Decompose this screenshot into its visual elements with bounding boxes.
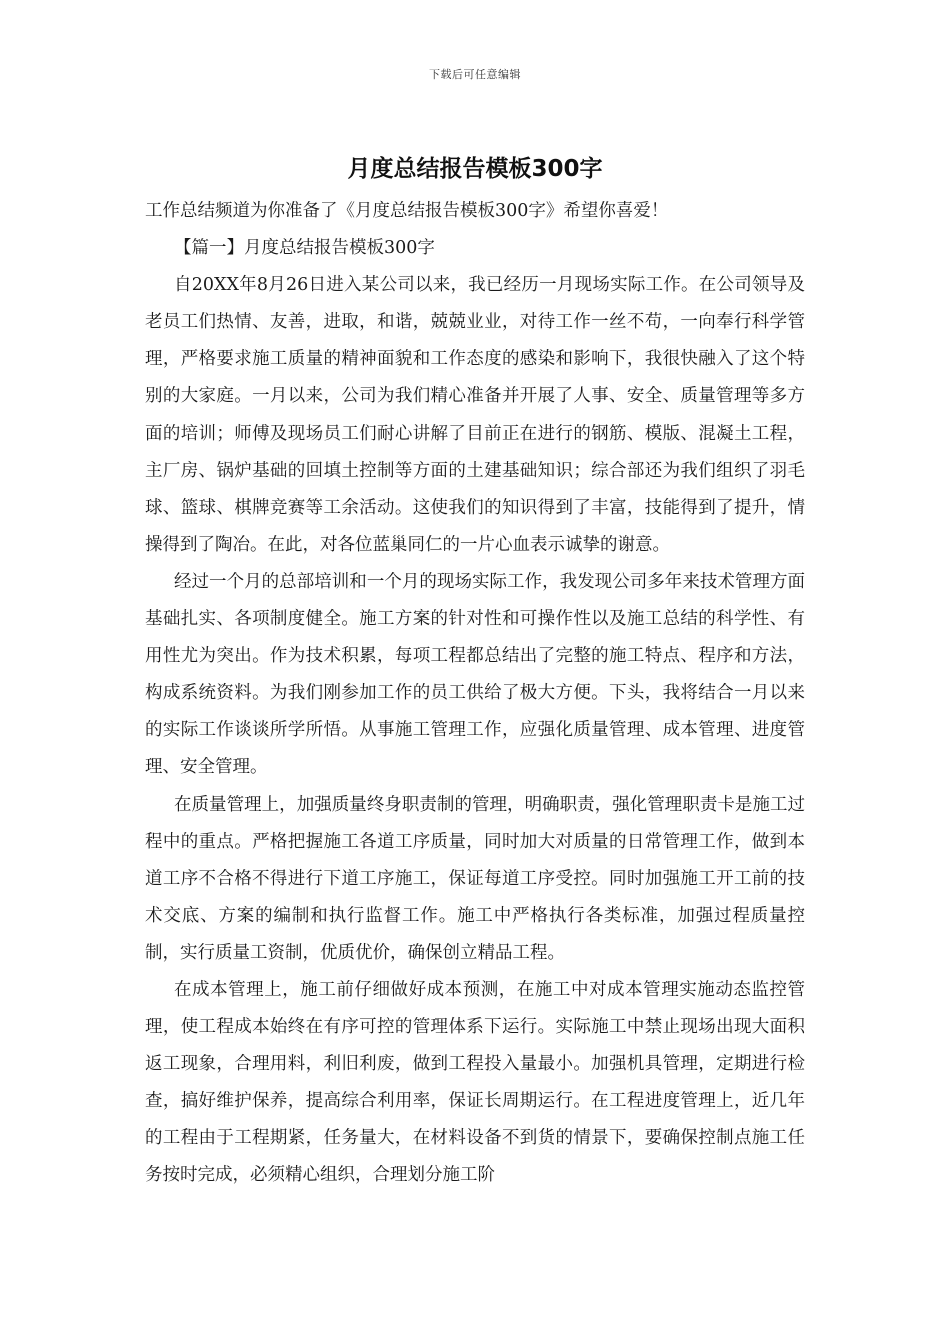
header-note: 下载后可任意编辑 bbox=[429, 68, 521, 81]
document-body bbox=[145, 193, 805, 1195]
body-paragraph-4: 在成本管理上，施工前仔细做好成本预测，在施工中对成本管理实施动态监控管理，使工程成本始终在有序可控的管理体系下运行。实际施工中禁止现场出现大面积返工现象，合理用料，利旧利废，做到工程投入量最小。加强机具管理，定期进行检查，搞好维护保养，提高综合利用率，保证长周期运行。在工程进度管理上，近几年的工程由于工程期紧，任务量大，在材料设备不到货的情景下，要确保控制点施工任务按时完成，必须精心组织，合理划分施工阶 bbox=[145, 979, 805, 1186]
body-paragraph-1: 自20XX年8月26日进入某公司以来，我已经历一月现场实际工作。在公司领导及老员工们热情、友善，进取，和谐，兢兢业业，对待工作一丝不苟，一向奉行科学管理，严格要求施工质量的精神面貌和工作态度的感染和影响下，我很快融入了这个特别的大家庭。一月以来，公司为我们精心准备并开展了人事、安全、质量管理等多方面的培训；师傅及现场员工们耐心讲解了目前正在进行的钢筋、模版、混凝土工程，主厂房、锅炉基础的回填土控制等方面的土建基础知识；综合部还为我们组织了羽毛球、篮球、棋牌竞赛等工余活动。这使我们的知识得到了丰富，技能得到了提升，情操得到了陶冶。在此，对各位蓝巢同仁的一片心血表示诚挚的谢意。 bbox=[145, 275, 805, 555]
section-heading: 【篇一】月度总结报告模板300字 bbox=[174, 238, 435, 259]
intro-paragraph: 工作总结频道为你准备了《月度总结报告模板300字》希望你喜爱！ bbox=[145, 201, 669, 221]
body-paragraph-2: 经过一个月的总部培训和一个月的现场实际工作，我发现公司多年来技术管理方面基础扎实、各项制度健全。施工方案的针对性和可操作性以及施工总结的科学性、有用性尤为突出。作为技术积累，每项工程都总结出了完整的施工特点、程序和方法，构成系统资料。为我们刚参加工作的员工供给了极大方便。下头，我将结合一月以来的实际工作谈谈所学所悟。从事施工管理工作，应强化质量管理、成本管理、进度管理、安全管理。 bbox=[145, 571, 805, 778]
body-paragraph-3: 在质量管理上，加强质量终身职责制的管理，明确职责，强化管理职责卡是施工过程中的重点。严格把握施工各道工序质量，同时加大对质量的日常管理工作，做到本道工序不合格不得进行下道工序施工，保证每道工序受控。同时加强施工开工前的技术交底、方案的编制和执行监督工作。施工中严格执行各类标准，加强过程质量控制，实行质量工资制，优质优价，确保创立精品工程。 bbox=[145, 794, 805, 963]
document-title: 月度总结报告模板300字 bbox=[347, 156, 603, 182]
